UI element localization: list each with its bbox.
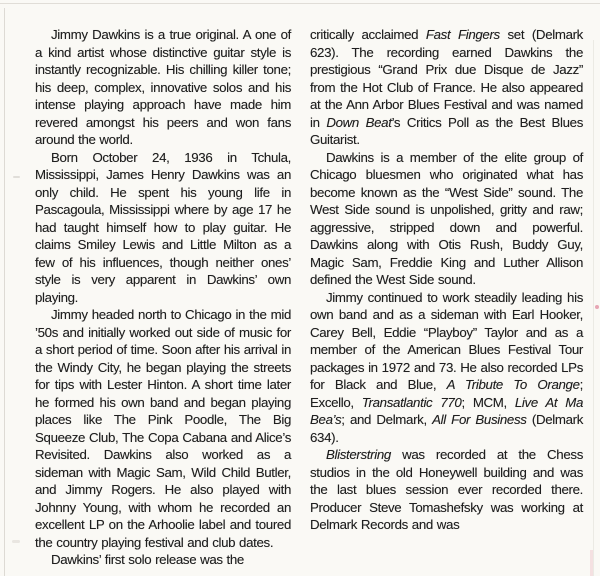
scan-smudge: [13, 176, 20, 178]
scan-edge-left: [4, 8, 5, 576]
text-segment: Dawkins’ first solo release was the: [51, 552, 244, 567]
text-segment: ; and Delmark,: [341, 412, 433, 427]
paragraph: [310, 149, 583, 289]
left-text-column: [35, 26, 291, 569]
text-segment: ; Excello,: [310, 377, 583, 410]
paragraph: [35, 306, 291, 551]
text-segment: ’s Critics Poll as the Best Blues Guitarist.: [310, 114, 583, 147]
text-segment: was recorded at the Chess studios in the old Honeywell building and was the last blues session ever recorded there. Producer Steve Tomashefsky was working at Delmark Records and was: [310, 447, 583, 532]
album-title-italic: Blisterstring: [326, 447, 391, 462]
paragraph: [35, 26, 291, 149]
album-title-italic: Down Beat: [326, 114, 392, 130]
text-segment: set (Delmark 623). The recording earned Dawkins the prestigious “Grand Prix due Disque de Jazz” from the Hot Club of France. He also appeared at the Ann Arbor Blues Festival and was named in: [310, 27, 583, 130]
scan-speck-pink: [595, 305, 599, 309]
text-segment: Jimmy headed north to Chicago in the mid ’50s and initially worked out side of music for a short period of time. Soon after his arrival in the Windy City, he began playing the streets for tips with Lester Hinton. A short time later he formed his own band and began playing places like The Pink Poodle, The Big Squeeze Club, The Copa Cabana and Alice’s Revisited. Dawkins also worked as a sideman with Magic Sam, Wild Child Butler, and Jimmy Rogers. He also played with Johnny Young, with whom he recorded an excellent LP on the Arhoolie label and toured the country playing festival and club dates.: [35, 307, 291, 550]
album-title-italic: A Tribute To Orange: [446, 377, 580, 392]
album-title-italic: All For Business: [432, 412, 527, 427]
text-segment: Jimmy continued to work steadily leading his own band and as a sideman with Earl Hooker, Carey Bell, Eddie “Playboy” Taylor and as a member of the American Blues Festival Tour packages in 1972 and 73. He also recorded LPs for Black and Blue,: [310, 289, 583, 392]
album-title-italic: Transatlantic 770: [361, 394, 462, 410]
text-segment: Born October 24, 1936 in Tchula, Mississippi, James Henry Dawkins was an only child. He spent his young life in Pascagoula, Mississippi where by age 17 he had taught himself how to play guitar. He claims Smiley Lewis and Little Milton as a few of his influences, though neither ones’ style is very apparent in Dawkins’ own playing.: [35, 149, 291, 305]
text-segment: critically acclaimed: [310, 27, 426, 42]
paragraph: [310, 289, 583, 447]
text-segment: Dawkins is a member of the elite group of Chicago bluesmen who originated what has become known as the “West Side” sound. The West Side sound is unpolished, gritty and raw; aggressive, stripped down and powerful. Dawkins along with Otis Rush, Buddy Guy, Magic Sam, Freddie King and Luther Allison defined the West Side sound.: [310, 149, 583, 287]
text-segment: ; MCM,: [461, 394, 515, 410]
text-columns: [35, 26, 583, 569]
scan-speck-pink: [590, 550, 593, 576]
scan-smudge: [12, 540, 20, 543]
scan-edge-right: [593, 40, 594, 576]
paragraph: [310, 446, 583, 534]
album-title-italic: Fast Fingers: [425, 27, 500, 42]
paragraph: [35, 551, 291, 569]
text-segment: Jimmy Dawkins is a true original. A one of a kind artist whose distinctive guitar style is instantly recognizable. His chilling killer tone; his deep, complex, innovative solos and his intense playing approach have made him revered amongst his peers and won fans around the world.: [35, 27, 291, 147]
paragraph: [35, 149, 291, 307]
right-text-column: [310, 26, 583, 569]
paragraph: [310, 26, 583, 149]
scan-edge-top: [0, 3, 600, 4]
album-title-italic: Live At Ma Bea’s: [310, 394, 583, 427]
text-segment: (Delmark 634).: [310, 412, 583, 445]
